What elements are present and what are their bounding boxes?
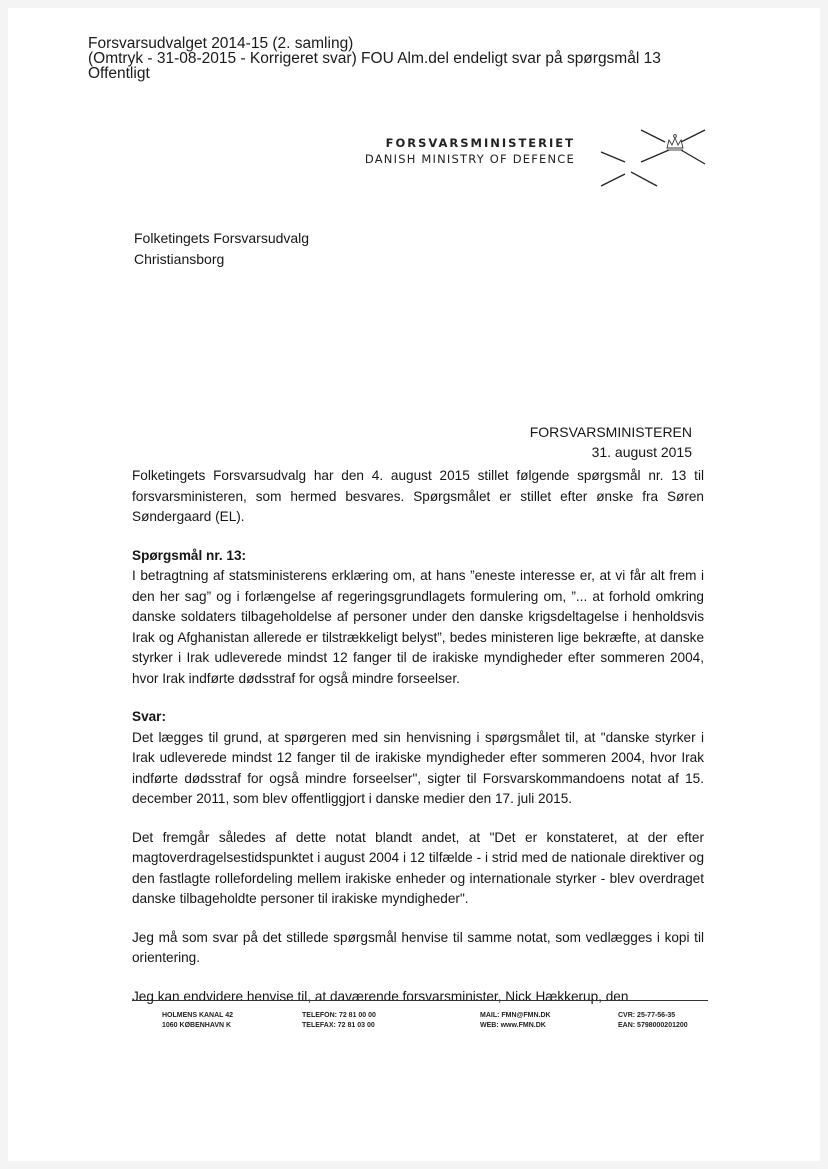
answer-paragraph-2: Det fremgår således af dette notat blandt andet, at "Det er konstateret, at der efter magtoverdragelsestidspunktet i august 2004 i 12 tilfælde - i strid med de nationale direktiver og den fastlagte rollefordeling mellem irakiske enheder og internationale styrker - blev overdraget danske tilbageholdte personer til irakiske myndigheder". [132, 829, 704, 906]
footer-mail: MAIL: FMN@FMN.DK [480, 1012, 551, 1019]
footer-address [162, 1011, 233, 1031]
footer-address-line-2: 1060 KØBENHAVN K [162, 1022, 232, 1029]
question-heading: Spørgsmål nr. 13: [132, 547, 247, 563]
stamp-line-1: Forsvarsudvalget 2014-15 (2. samling) [88, 35, 354, 52]
intro-paragraph: Folketingets Forsvarsudvalg har den 4. august 2015 stillet følgende spørgsmål nr. 13 til forsvarsministeren, som hermed besvares. Spørgsmålet er stillet efter ønske fra Søren Søndergaard (EL). [132, 468, 704, 524]
sender-name: FORSVARSMINISTEREN [529, 424, 692, 440]
answer-heading: Svar: [132, 709, 167, 724]
ministry-name-english: DANISH MINISTRY OF DEFENCE [364, 152, 575, 166]
ministry-letterhead [365, 136, 575, 166]
stamp-line-3: Offentligt [88, 65, 150, 82]
answer-paragraph-1: Det lægges til grund, at spørgeren med sin henvisning i spørgsmålet til, at "danske styrker i Irak udleverede mindst 12 fanger til de irakiske myndigheder efter sommeren 2004, hvor Irak indførte dødsstraf for også mindre forseelser", sigter til Forsvarskommandoens notat af 15. december 2011, som blev offentliggjort i danske medier den 17. juli 2015. [132, 729, 704, 806]
footer-phone-number: TELEFON: 72 81 00 00 [302, 1012, 376, 1019]
footer-phone [302, 1011, 376, 1031]
sender-block [530, 422, 692, 462]
footer-cvr: CVR: 25-77-56-35 [618, 1012, 676, 1019]
question-paragraph: I betragtning af statsministerens erklæring om, at hans ”eneste interesse er, at vi får alt frem i den her sag” og i forlængelse af regeringsgrundlagets formulering om, ”... at forhold omkring danske soldaters tilbageholdelse af personer under den danske krigsdeltagelse i henholdsvis Irak og Afghanistan allerede er tilstrækkeligt belyst”, bedes ministeren lige bekræfte, at danske styrker i Irak udleverede mindst 12 fanger til de irakiske myndigheder efter sommeren 2004, hvor Irak indførte dødsstraf for også mindre forseelser. [132, 568, 704, 686]
footer-divider [132, 1000, 708, 1001]
letter-body [132, 466, 704, 1025]
stamp-line-2: (Omtryk - 31-08-2015 - Korrigeret svar) FOU Alm.del endeligt svar på spørgsmål 13 [88, 50, 661, 67]
footer-ids [618, 1011, 688, 1031]
footer-address-line-1: HOLMENS KANAL 42 [162, 1012, 234, 1019]
recipient-line-1: Folketingets Forsvarsudvalg [134, 230, 310, 246]
document-page [8, 8, 820, 1161]
footer-web: WEB: www.FMN.DK [480, 1022, 546, 1029]
answer-paragraph-3: Jeg må som svar på det stillede spørgsmål henvise til samme notat, som vedlægges i kopi til orientering. [132, 929, 704, 965]
recipient-address [134, 228, 309, 270]
recipient-line-2: Christiansborg [134, 251, 225, 267]
footer-ean: EAN: 5798000201200 [618, 1022, 688, 1029]
footer-contact [480, 1011, 551, 1031]
parliament-stamp [88, 36, 661, 81]
answer-paragraph-4: Jeg kan endvidere henvise til, at daværende forsvarsminister, Nick Hækkerup, den [132, 988, 629, 1004]
letter-date: 31. august 2015 [591, 444, 692, 460]
crown-emblem-icon [593, 120, 713, 200]
footer-fax-number: TELEFAX: 72 81 03 00 [302, 1022, 375, 1029]
ministry-name-danish: FORSVARSMINISTERIET [385, 136, 575, 150]
